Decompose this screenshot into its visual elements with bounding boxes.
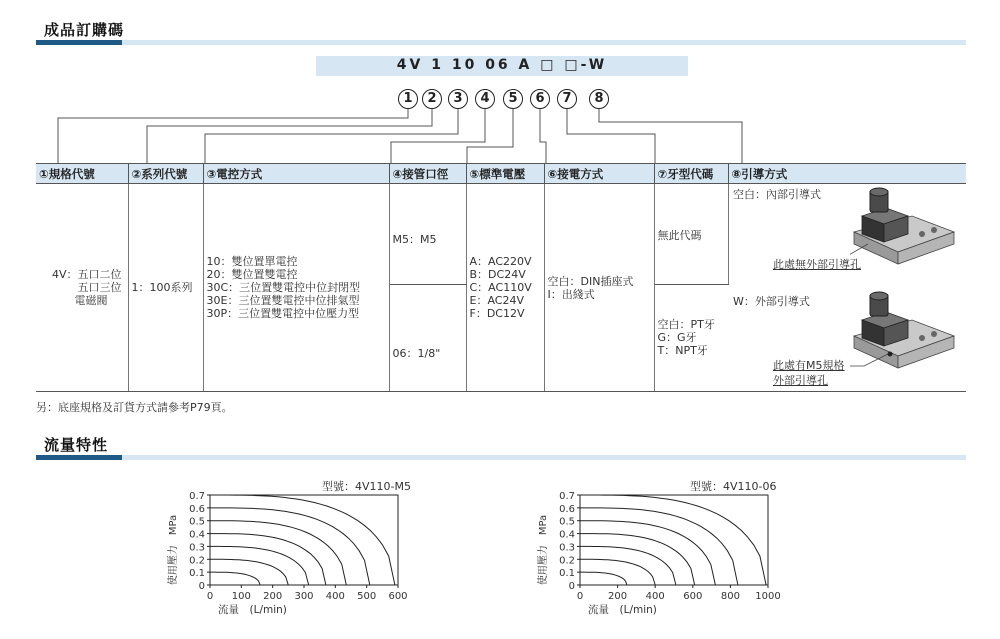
footnote: 另：底座規格及訂貨方式請參考P79頁。 (36, 401, 233, 414)
y-tick-label: 0 (198, 581, 205, 592)
header-thread: ⑦牙型代碼 (654, 164, 728, 184)
control-line: 30C：三位置雙電控中位封閉型 (206, 281, 361, 294)
header-voltage: ⑤標準電壓 (466, 164, 544, 184)
order-code: 4V 1 10 06 A □ □-W (396, 57, 608, 73)
control-line: 20：雙位置雙電控 (206, 268, 298, 281)
y-axis-label: 使用壓力 MPa (538, 514, 549, 586)
x-tick-label: 400 (645, 591, 665, 602)
flow-curve-0.3 (580, 546, 676, 585)
flow-chart-06 (530, 490, 820, 630)
x-tick-label: 400 (325, 591, 345, 602)
cell-series: 1：100系列 (128, 184, 203, 392)
cell-thread-bottom (654, 285, 728, 392)
cell-control (203, 184, 389, 392)
x-axis-label: 流量 (L/min) (218, 604, 287, 616)
header-connection: ⑥接電方式 (544, 164, 654, 184)
header-port: ④接管口徑 (389, 164, 466, 184)
cell-thread-top: 無此代碼 (654, 184, 728, 285)
pilot-internal-note: 此處無外部引導孔 (773, 258, 861, 271)
y-tick-label: 0.6 (559, 503, 575, 515)
x-tick-label: 600 (388, 591, 408, 602)
y-tick-label: 0.1 (189, 568, 205, 580)
connection-line: 空白：DIN插座式 (547, 274, 634, 288)
flow-chart-m5 (160, 490, 450, 630)
y-tick-label: 0.6 (189, 503, 205, 515)
y-tick-label: 0.1 (559, 568, 575, 580)
cell-spec (36, 184, 128, 392)
header-spec: ①規格代號 (36, 164, 128, 184)
y-tick-label: 0.4 (189, 529, 205, 541)
y-tick-label: 0.7 (559, 491, 575, 502)
chart-1-title: 型號：4V110-M5 (322, 480, 411, 493)
x-tick-label: 100 (231, 591, 251, 602)
x-axis-label: 流量 (L/min) (588, 604, 657, 616)
code-number-6: 6 (530, 89, 550, 109)
voltage-line: B：DC24V (469, 268, 526, 281)
x-tick-label: 500 (357, 591, 377, 602)
flow-title: 流量特性 (44, 436, 109, 454)
y-tick-label: 0.2 (559, 555, 575, 567)
code-leader-lines (0, 0, 1000, 170)
flow-title-bar (36, 455, 966, 460)
code-number-8: 8 (589, 89, 609, 109)
x-tick-label: 600 (683, 591, 703, 602)
y-tick-label: 0.3 (189, 542, 205, 554)
y-tick-label: 0.3 (559, 542, 575, 554)
chart-2-title: 型號：4V110-06 (690, 480, 777, 493)
y-tick-label: 0.7 (189, 491, 205, 502)
pilot-external-note-1: 此處有M5規格 (773, 359, 845, 372)
y-tick-label: 0.4 (559, 529, 575, 541)
thread-line: G：G牙 (657, 331, 697, 344)
spec-line: 五口三位 (77, 281, 122, 294)
pilot-internal-label: 空白：內部引導式 (733, 188, 821, 201)
flow-curve-0.5 (580, 521, 715, 585)
control-line: 10：雙位置單電控 (206, 255, 298, 268)
x-tick-label: 1000 (755, 591, 781, 602)
valve-internal-pilot-image (850, 186, 960, 266)
cell-voltage (466, 184, 544, 392)
code-number-5: 5 (503, 89, 523, 109)
y-axis-label: 使用壓力 MPa (168, 514, 179, 586)
code-number-2: 2 (422, 89, 442, 109)
cell-connection (544, 184, 654, 392)
ordering-title: 成品訂購碼 (44, 21, 125, 39)
flow-curve-0.1 (580, 572, 627, 585)
code-number-7: 7 (557, 89, 577, 109)
pilot-external-note-2: 外部引導孔 (773, 374, 828, 387)
flow-curve-0.1 (210, 572, 260, 585)
header-series: ②系列代號 (128, 164, 203, 184)
y-tick-label: 0.2 (189, 555, 205, 567)
x-tick-label: 800 (720, 591, 740, 602)
spec-line: 電磁閥 (74, 294, 108, 307)
header-control: ③電控方式 (203, 164, 389, 184)
control-line: 30E：三位置雙電控中位排氣型 (206, 294, 360, 307)
cell-port-06: 06：1/8" (389, 285, 466, 392)
header-pilot: ⑧引導方式 (728, 164, 966, 184)
pilot-external-label: W：外部引導式 (733, 295, 810, 308)
x-tick-label: 0 (576, 591, 584, 602)
cell-port-m5: M5：M5 (389, 184, 466, 285)
x-tick-label: 300 (294, 591, 314, 602)
y-tick-label: 0.5 (559, 516, 575, 528)
spec-line: 4V：五口二位 (51, 268, 122, 281)
y-tick-label: 0.5 (189, 516, 205, 528)
thread-line: 空白：PT牙 (657, 318, 715, 331)
voltage-line: C：AC110V (469, 281, 532, 294)
voltage-line: F：DC12V (469, 307, 525, 320)
code-number-1: 1 (398, 89, 418, 109)
x-tick-label: 200 (608, 591, 628, 602)
connection-line: I：出綫式 (547, 287, 595, 301)
code-number-4: 4 (475, 89, 495, 109)
voltage-line: A：AC220V (469, 255, 532, 268)
y-tick-label: 0 (568, 581, 575, 592)
x-tick-label: 200 (263, 591, 283, 602)
code-number-3: 3 (448, 89, 468, 109)
control-line: 30P：三位置雙電控中位壓力型 (206, 307, 360, 320)
voltage-line: E：AC24V (469, 294, 524, 307)
thread-line: T：NPT牙 (657, 344, 708, 357)
valve-external-pilot-image (850, 290, 960, 372)
flow-curve-0.3 (210, 546, 309, 585)
x-tick-label: 0 (206, 591, 214, 602)
